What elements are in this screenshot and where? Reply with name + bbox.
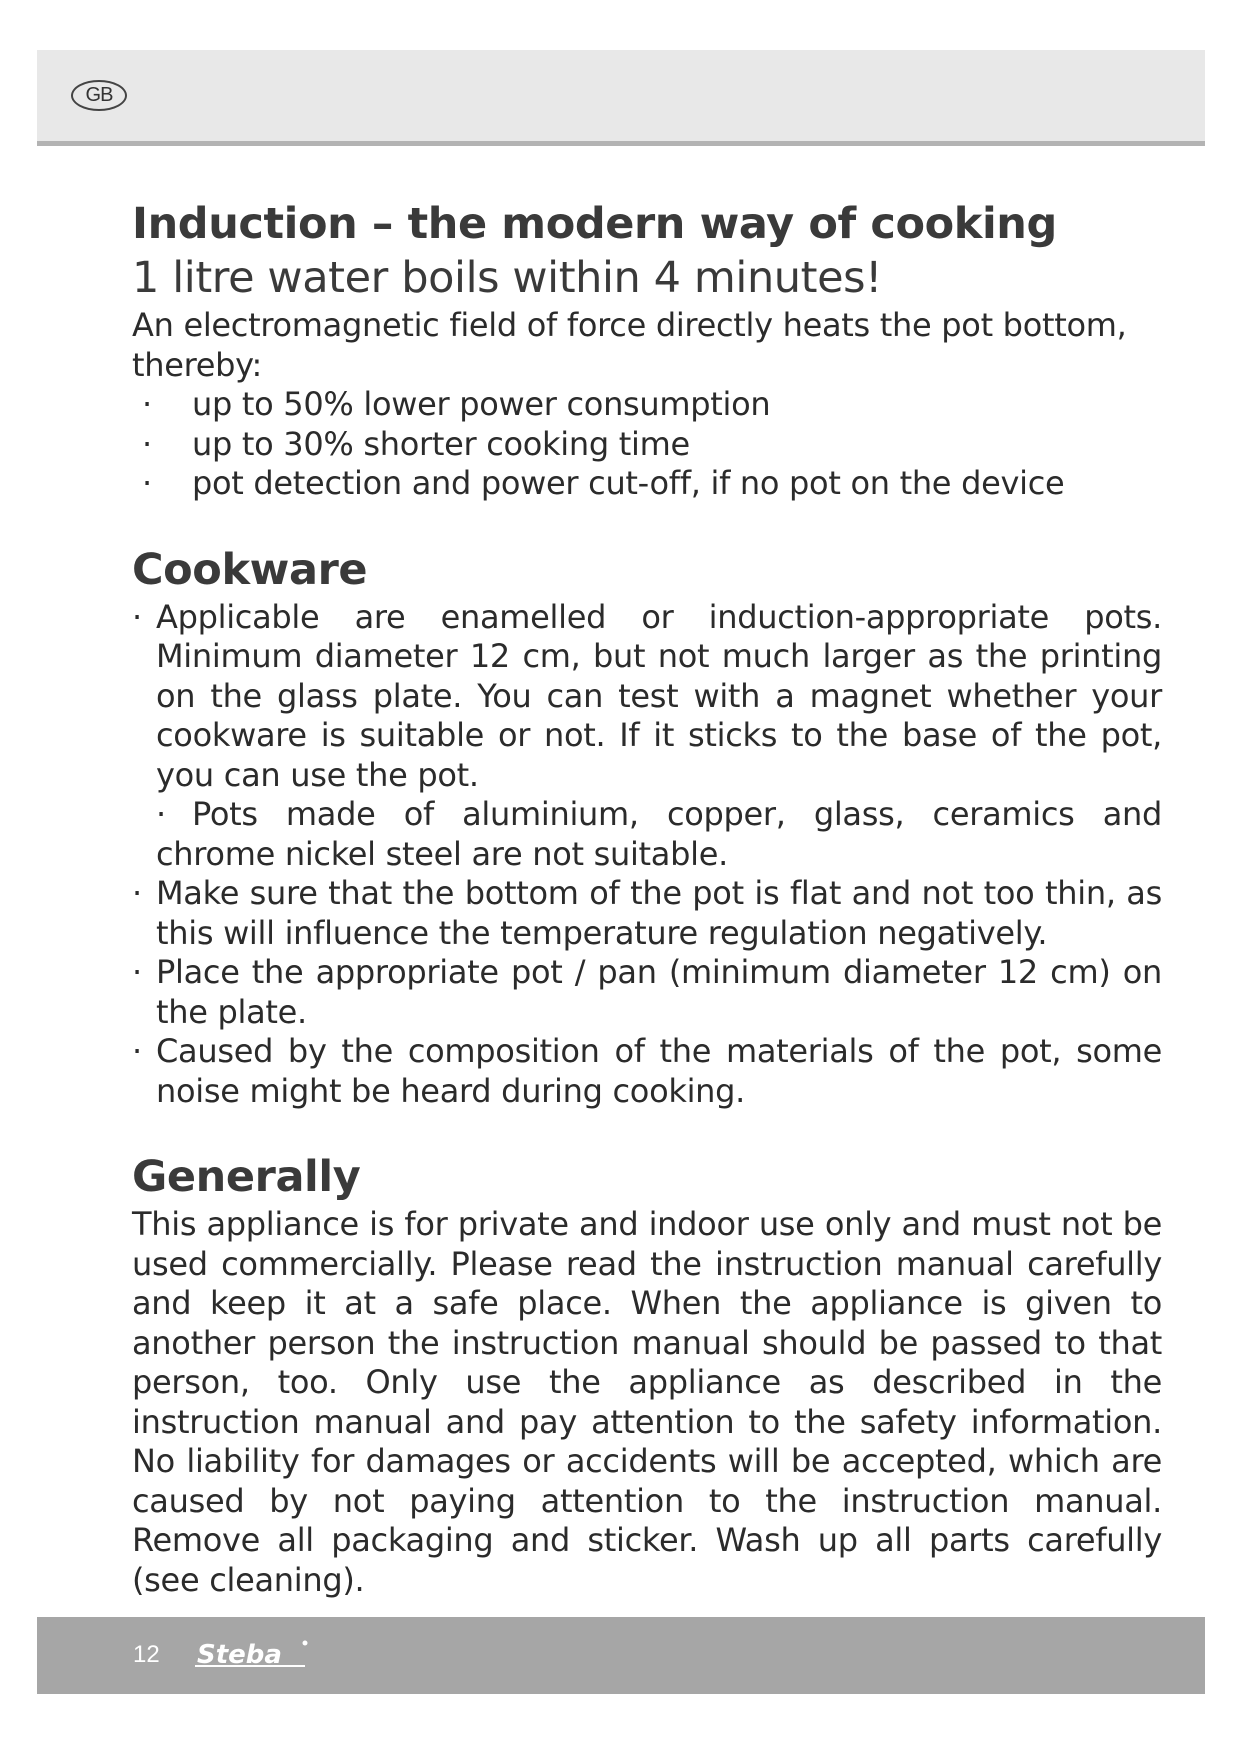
list-item: · Place the appropriate pot / pan (minimum diameter 12 cm) on the plate. — [132, 953, 1162, 1032]
generally-heading: Generally — [132, 1152, 361, 1202]
steba-logo-text: Steba — [197, 1640, 282, 1670]
intro-lead: An electromagnetic field of force directly heats the pot bottom, thereby: — [132, 306, 1127, 384]
page-subtitle: 1 litre water boils within 4 minutes! — [132, 253, 883, 303]
steba-logo — [193, 1635, 313, 1675]
intro-benefits-list — [132, 385, 1162, 504]
header-band — [37, 50, 1205, 146]
generally-text: This appliance is for private and indoor use only and must not be used commercially. Please read the instruction manual carefully and keep it at a safe place. When the appliance is given to another person the instruction manual should be passed to that person, too. Only use the appliance as described in the instruction manual and pay attention to the safety information. No liability for damages or accidents will be accepted, which are caused by not paying attention to the instruction manual. Remove all packaging and sticker. Wash up all parts carefully (see cleaning). — [132, 1205, 1162, 1599]
list-item-text: Pots made of aluminium, copper, glass, ceramics and chrome nickel steel are not suitable. — [156, 795, 1162, 873]
cookware-heading: Cookware — [132, 544, 368, 595]
list-item: · Make sure that the bottom of the pot is flat and not too thin, as this will influence the temperature regulation negatively. — [132, 874, 1162, 953]
cookware-list — [132, 598, 1162, 1112]
footer-band — [37, 1617, 1205, 1694]
list-item: · Pots made of aluminium, copper, glass, ceramics and chrome nickel steel are not suitable. — [156, 795, 1162, 873]
list-item: · pot detection and power cut-off, if no pot on the device — [132, 464, 1162, 504]
list-item: · up to 30% shorter cooking time — [132, 425, 1162, 465]
page-number: 12 — [133, 1641, 160, 1668]
list-item: · Applicable are enamelled or induction-appropriate pots. Minimum diameter 12 cm, but not much larger as the printing on the glass plate. You can test with a magnet whether your cookware is suitable or not. If it sticks to the base of the pot, you can use the pot. — [132, 598, 1162, 796]
list-item: · Caused by the composition of the materials of the pot, some noise might be heard during cooking. — [132, 1032, 1162, 1111]
page-title: Induction – the modern way of cooking — [132, 199, 1057, 249]
language-badge: GB — [71, 80, 127, 111]
list-item: · up to 50% lower power consumption — [132, 385, 1162, 425]
page-content — [132, 196, 1162, 1600]
